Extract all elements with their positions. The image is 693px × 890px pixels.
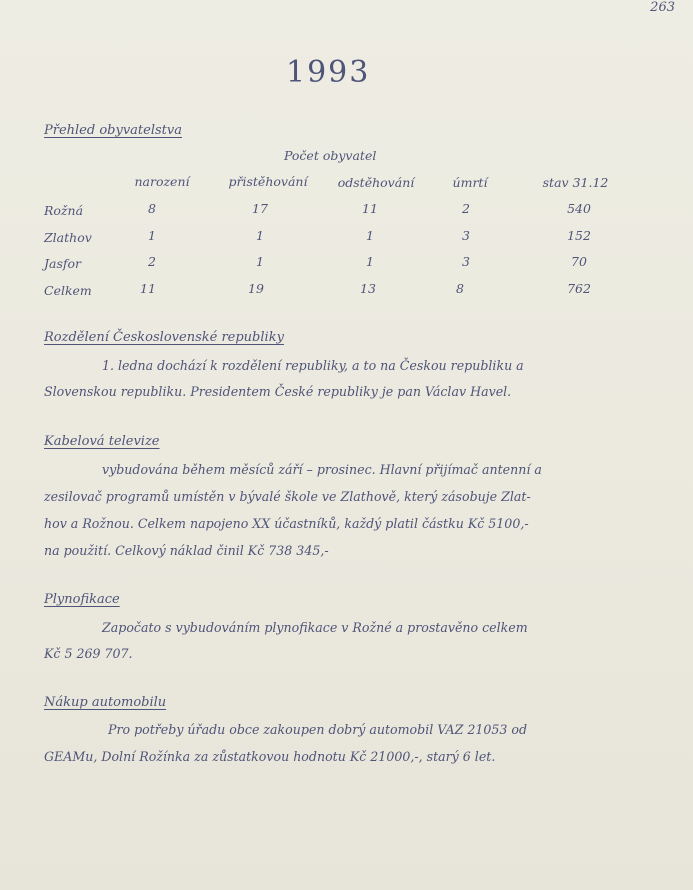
table-cell: 70 xyxy=(571,254,587,269)
car-heading: Nákup automobilu xyxy=(44,695,167,710)
row-label: Zlathov xyxy=(44,230,92,245)
table-cell: 3 xyxy=(462,228,470,243)
paragraph-line: na použití. Celkový náklad činil Kč 738 345,- xyxy=(44,543,329,558)
table-cell: 540 xyxy=(567,201,591,216)
column-header: přistěhování xyxy=(228,174,308,189)
row-label: Celkem xyxy=(44,283,92,298)
table-cell: 762 xyxy=(567,281,591,296)
table-cell: 152 xyxy=(567,228,591,243)
gas-heading: Plynofikace xyxy=(44,592,120,607)
table-cell: 1 xyxy=(366,254,374,269)
table-cell: 11 xyxy=(362,201,378,216)
table-cell: 8 xyxy=(148,201,156,216)
table-cell: 1 xyxy=(148,228,156,243)
paragraph-line: hov a Rožnou. Celkem napojeno XX účastníků, každý platil částku Kč 5100,- xyxy=(44,516,529,531)
table-cell: 1 xyxy=(366,228,374,243)
paragraph-line: 1. ledna dochází k rozdělení republiky, a to na Českou republiku a xyxy=(102,358,524,373)
paragraph-line: Kč 5 269 707. xyxy=(44,646,133,661)
table-cell: 2 xyxy=(462,201,470,216)
year-title: 1993 xyxy=(286,55,371,90)
paragraph-line: vybudována během měsíců září – prosinec. Hlavní přijímač antenní a xyxy=(102,462,542,477)
split-heading: Rozdělení Československé republiky xyxy=(44,330,284,345)
paragraph-line: GEAMu, Dolní Rožínka za zůstatkovou hodnotu Kč 21000,-, starý 6 let. xyxy=(44,749,496,764)
column-header: narození xyxy=(134,174,190,189)
row-label: Jasfor xyxy=(44,256,82,271)
table-cell: 13 xyxy=(360,281,376,296)
column-header: úmrtí xyxy=(452,175,488,190)
table-cell: 17 xyxy=(252,201,268,216)
table-cell: 11 xyxy=(140,281,156,296)
table-cell: 3 xyxy=(462,254,470,269)
table-cell: 8 xyxy=(456,281,464,296)
column-header: odstěhování xyxy=(337,175,415,190)
table-cell: 19 xyxy=(248,281,264,296)
table-title: Počet obyvatel xyxy=(284,148,377,163)
table-cell: 1 xyxy=(256,228,264,243)
paragraph-line: zesilovač programů umístěn v bývalé škole ve Zlathově, který zásobuje Zlat- xyxy=(44,489,531,504)
table-cell: 1 xyxy=(256,254,264,269)
table-cell: 2 xyxy=(148,254,156,269)
cable-tv-heading: Kabelová televize xyxy=(44,434,160,449)
paragraph-line: Započato s vybudováním plynofikace v Rožné a prostavěno celkem xyxy=(102,620,528,635)
row-label: Rožná xyxy=(44,203,84,218)
paragraph-line: Pro potřeby úřadu obce zakoupen dobrý automobil VAZ 21053 od xyxy=(108,722,528,737)
column-header: stav 31.12 xyxy=(542,175,609,190)
paragraph-line: Slovenskou republiku. Presidentem České republiky je pan Václav Havel. xyxy=(44,384,512,399)
population-heading: Přehled obyvatelstva xyxy=(44,123,182,138)
page-number: 263 xyxy=(650,0,675,15)
